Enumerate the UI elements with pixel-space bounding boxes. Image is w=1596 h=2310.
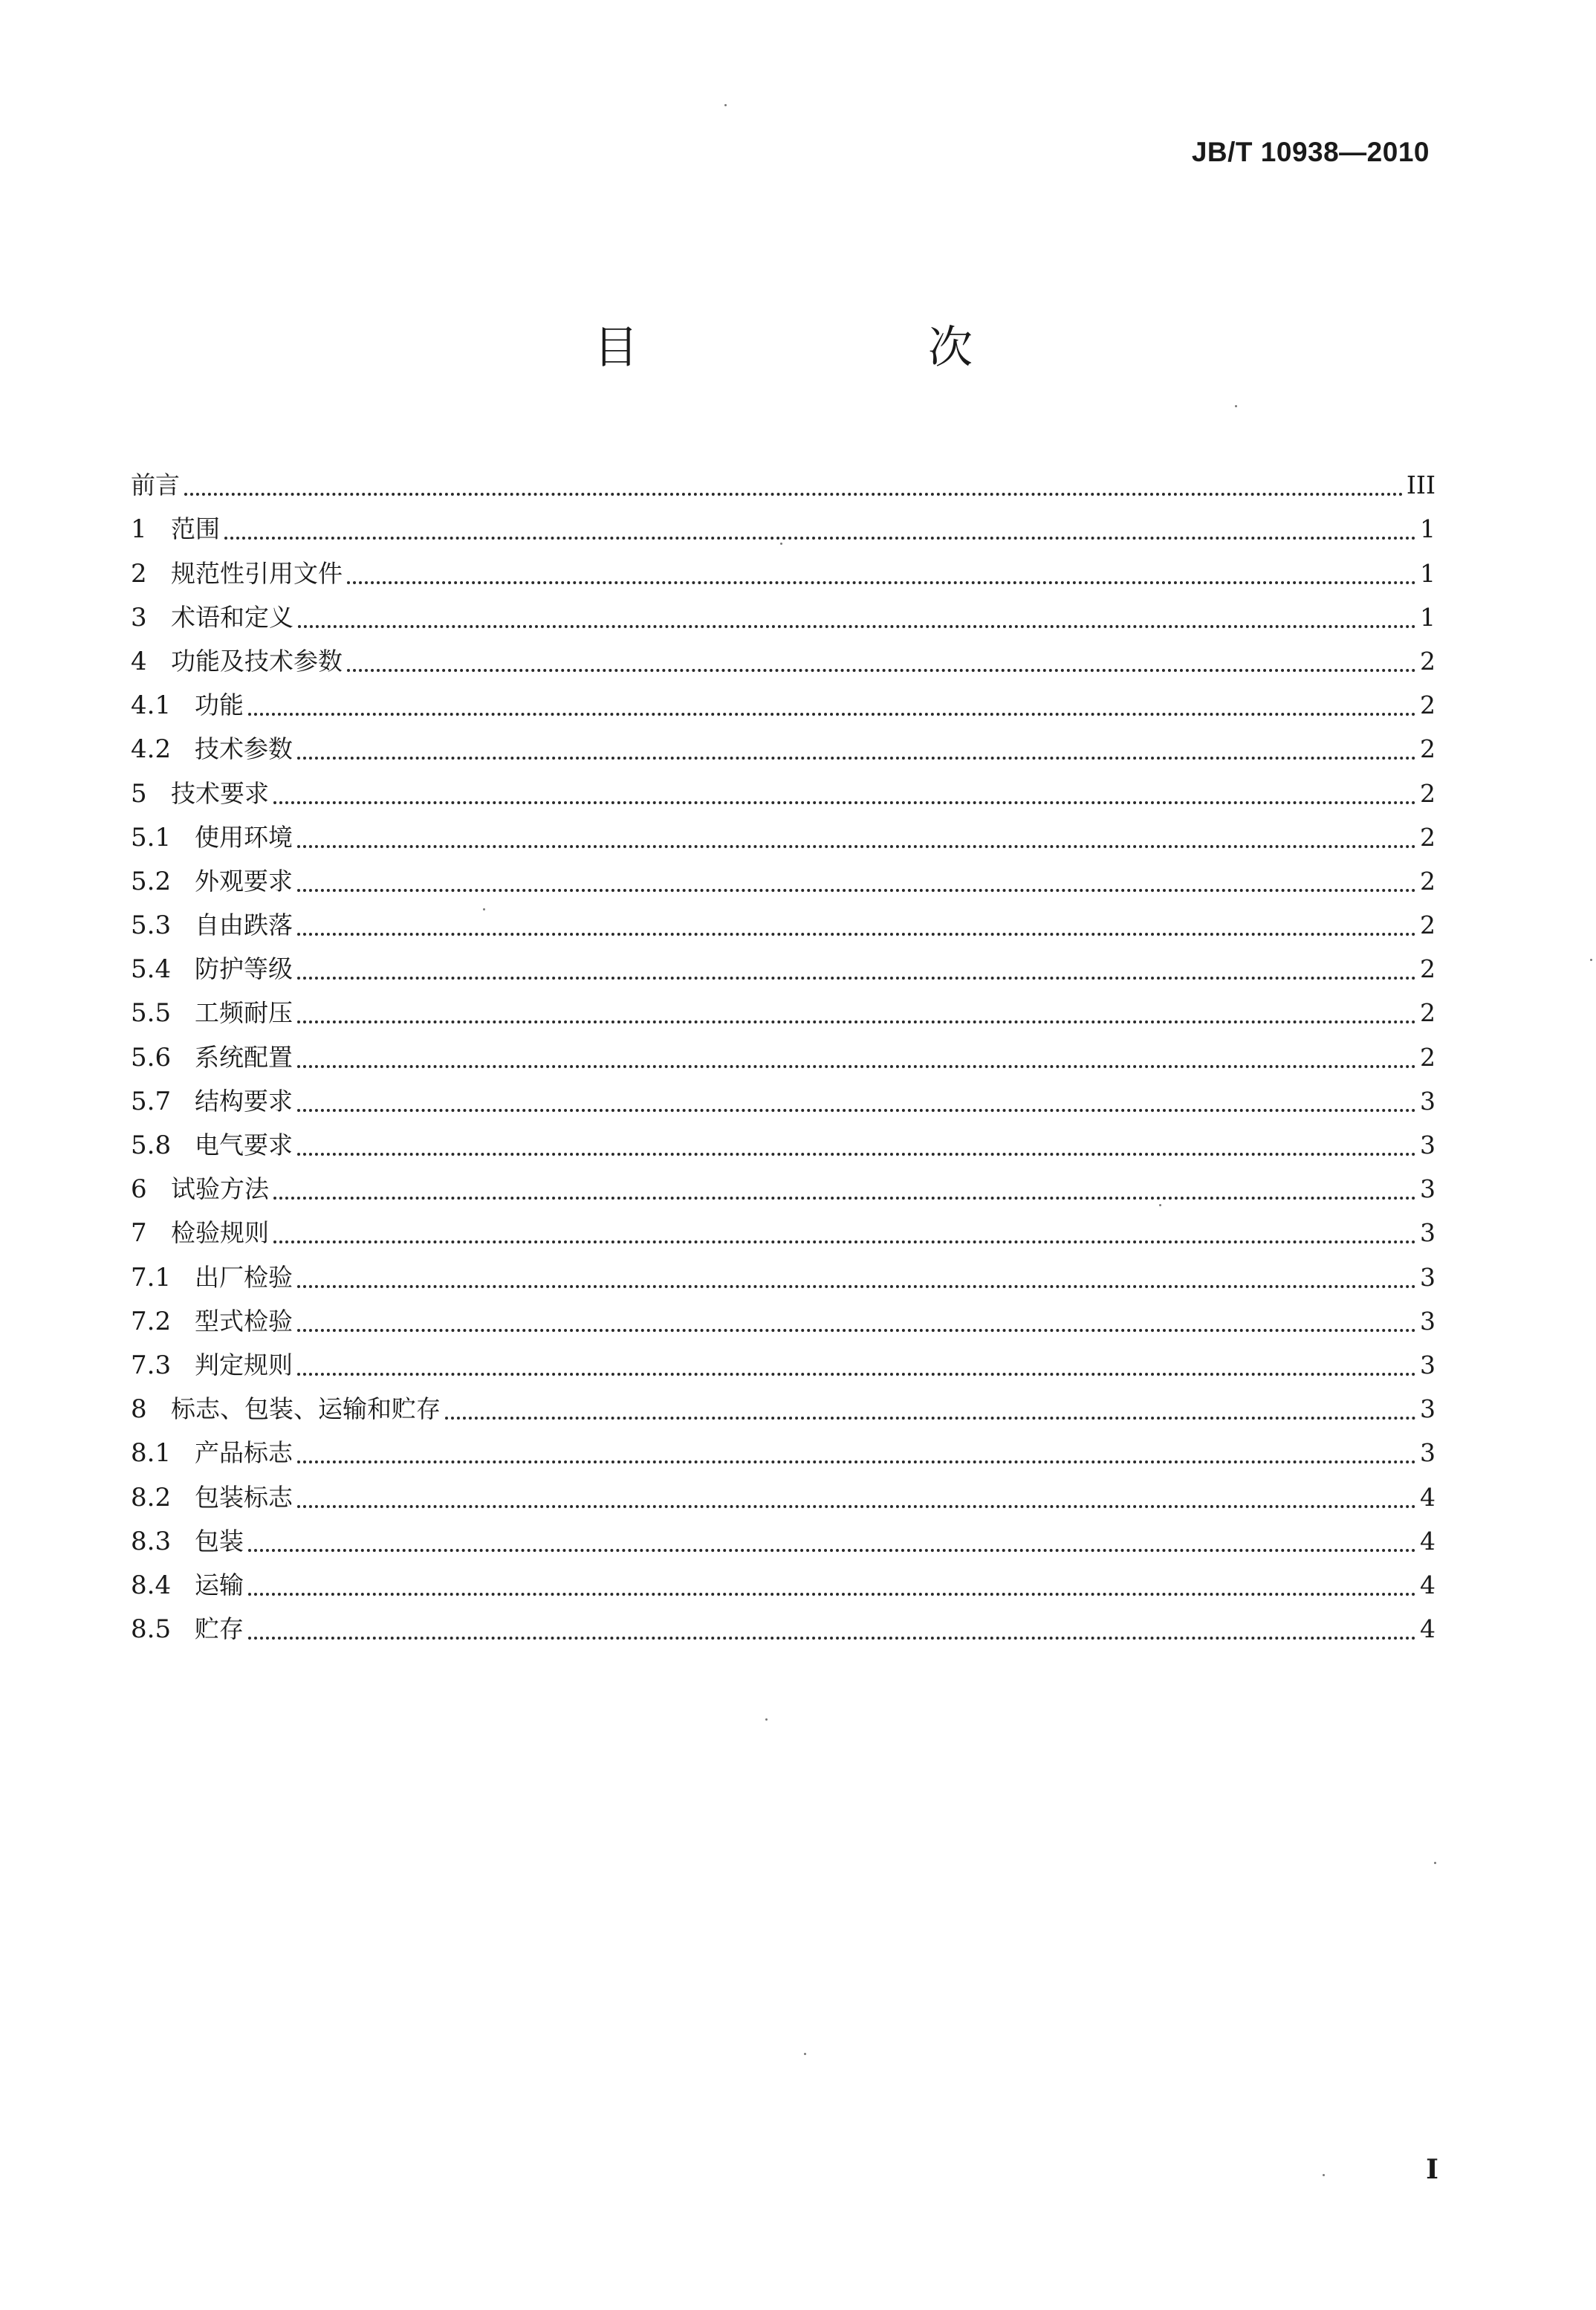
toc-entry-page: 3	[1420, 1394, 1436, 1424]
scan-speck	[1434, 1862, 1436, 1864]
toc-entry-page: 4	[1420, 1482, 1436, 1512]
toc-entry	[131, 1250, 1436, 1294]
toc-entry-title: 技术参数	[195, 734, 293, 764]
toc-entry-title: 使用环境	[195, 822, 293, 852]
scan-speck	[1159, 1204, 1161, 1206]
toc-entry-page: 2	[1420, 866, 1436, 896]
toc-entry	[131, 1339, 1436, 1382]
toc-entry-number: 5.8	[131, 1130, 172, 1160]
dot-leader	[297, 1460, 1416, 1463]
dot-leader	[297, 933, 1416, 936]
toc-entry	[131, 1426, 1436, 1470]
dot-leader	[184, 493, 1404, 496]
toc-entry-number: 4.2	[131, 734, 172, 765]
toc-entry-page: 3	[1420, 1306, 1436, 1336]
dot-leader	[224, 537, 1416, 540]
dot-leader	[297, 1285, 1416, 1288]
standard-code: JB/T 10938—2010	[1191, 137, 1430, 167]
dot-leader	[347, 581, 1416, 584]
toc-entry-title: 电气要求	[195, 1130, 293, 1159]
toc-entry-page: 3	[1420, 1262, 1436, 1292]
toc-entry-number: 3	[131, 602, 147, 632]
toc-entry-title: 功能	[195, 690, 244, 720]
toc-entry-title: 术语和定义	[171, 602, 293, 632]
toc-entry-number: 5.7	[131, 1086, 172, 1116]
dot-leader	[297, 1505, 1416, 1508]
toc-entry-number: 1	[131, 514, 147, 545]
scan-speck	[724, 104, 727, 106]
toc-entry-page: 3	[1420, 1130, 1436, 1159]
toc-entry-title: 外观要求	[195, 866, 293, 896]
toc-entry	[131, 722, 1436, 766]
dot-leader	[445, 1417, 1416, 1420]
page-number: I	[1426, 2154, 1438, 2185]
dot-leader	[248, 1637, 1416, 1640]
toc-entry-number: 8.2	[131, 1482, 172, 1512]
toc-entry-page: 3	[1420, 1218, 1436, 1248]
toc-entry	[131, 1382, 1436, 1426]
toc-entry	[131, 811, 1436, 855]
toc-entry-title: 包装标志	[195, 1482, 293, 1512]
toc-entry	[131, 1162, 1436, 1206]
toc-entry-title: 结构要求	[195, 1086, 293, 1116]
toc-entry-number: 5.4	[131, 954, 172, 985]
toc-entry	[131, 502, 1436, 546]
toc-entry-page: 1	[1420, 514, 1436, 544]
toc-entry-page: 3	[1420, 1438, 1436, 1468]
toc-entry-title: 范围	[171, 514, 220, 544]
scan-speck	[780, 543, 782, 545]
toc-entry-title: 工频耐压	[195, 998, 293, 1028]
scan-speck	[1323, 2174, 1325, 2176]
toc-entry	[131, 1030, 1436, 1074]
dot-leader	[297, 845, 1416, 848]
toc-entry-title: 检验规则	[171, 1218, 269, 1248]
toc-entry-title: 型式检验	[195, 1306, 293, 1336]
dot-leader	[297, 757, 1416, 760]
toc-entry	[131, 635, 1436, 679]
toc-entry-title: 出厂检验	[195, 1262, 293, 1292]
toc-entry-number: 6	[131, 1174, 147, 1205]
dot-leader	[297, 889, 1416, 892]
toc-entry-page: 2	[1420, 1042, 1436, 1072]
toc-entry	[131, 459, 1436, 502]
scan-speck	[483, 908, 485, 910]
toc-entry-number: 7	[131, 1218, 147, 1249]
toc-entry	[131, 1515, 1436, 1559]
dot-leader	[248, 713, 1416, 716]
toc-entry-page: 3	[1420, 1086, 1436, 1116]
toc-entry-title: 贮存	[195, 1614, 244, 1644]
toc-entry-number: 8.3	[131, 1526, 172, 1556]
toc-entry-number: 8.4	[131, 1570, 172, 1600]
toc-entry-number: 7.2	[131, 1306, 172, 1336]
dot-leader	[298, 625, 1416, 628]
toc-entry	[131, 766, 1436, 810]
toc-entry-title: 自由跌落	[195, 910, 293, 940]
dot-leader	[297, 1153, 1416, 1156]
dot-leader	[297, 977, 1416, 980]
toc-entry-number: 8	[131, 1394, 147, 1425]
dot-leader	[297, 1329, 1416, 1332]
toc-entry	[131, 1559, 1436, 1602]
toc-entry	[131, 1119, 1436, 1162]
toc-entry	[131, 1470, 1436, 1514]
toc-entry-number: 5.2	[131, 866, 172, 896]
toc-entry-page: 2	[1420, 778, 1436, 808]
toc-entry-page: 1	[1420, 558, 1436, 588]
page-title: 目 次	[594, 322, 1039, 374]
toc-entry-number: 2	[131, 558, 147, 589]
toc-entry-title: 防护等级	[195, 954, 293, 984]
toc-entry-page: 4	[1420, 1570, 1436, 1599]
scan-speck	[1235, 405, 1237, 407]
toc-entry	[131, 986, 1436, 1030]
toc-entry-page: 2	[1420, 646, 1436, 676]
toc-entry-title: 功能及技术参数	[171, 646, 343, 676]
toc-entry	[131, 1295, 1436, 1339]
dot-leader	[248, 1593, 1416, 1596]
toc-entry	[131, 591, 1436, 635]
dot-leader	[248, 1549, 1416, 1552]
toc-entry	[131, 1602, 1436, 1646]
toc-entry-page: 2	[1420, 954, 1436, 984]
dot-leader	[297, 1065, 1416, 1068]
toc-entry-page: 2	[1420, 690, 1436, 720]
table-of-contents	[131, 459, 1436, 1646]
toc-entry-number: 4	[131, 646, 147, 676]
dot-leader	[273, 1197, 1416, 1200]
toc-entry-title: 试验方法	[171, 1174, 269, 1204]
toc-entry	[131, 942, 1436, 986]
toc-entry-title: 规范性引用文件	[171, 558, 343, 588]
toc-entry-page: 4	[1420, 1526, 1436, 1556]
dot-leader	[297, 1020, 1416, 1023]
toc-entry-number: 5.3	[131, 910, 172, 941]
toc-entry-number: 5	[131, 778, 147, 809]
toc-entry-title: 运输	[195, 1570, 244, 1599]
toc-entry-page: 4	[1420, 1614, 1436, 1644]
toc-entry-page: 2	[1420, 734, 1436, 764]
toc-entry-title: 判定规则	[195, 1350, 293, 1379]
dot-leader	[297, 1373, 1416, 1376]
toc-entry-page: 2	[1420, 998, 1436, 1028]
scan-speck	[804, 2053, 806, 2055]
toc-entry-title: 技术要求	[171, 778, 269, 808]
toc-entry-title: 包装	[195, 1526, 244, 1556]
toc-entry-title: 前言	[131, 470, 180, 500]
toc-entry	[131, 546, 1436, 590]
toc-entry-number: 4.1	[131, 690, 172, 721]
toc-entry-title: 标志、包装、运输和贮存	[171, 1394, 441, 1424]
dot-leader	[347, 669, 1416, 672]
toc-entry-title: 产品标志	[195, 1438, 293, 1468]
toc-entry-page: 2	[1420, 910, 1436, 940]
toc-entry	[131, 899, 1436, 942]
toc-entry-title: 系统配置	[195, 1042, 293, 1072]
toc-entry-page: 2	[1420, 822, 1436, 852]
toc-entry	[131, 1206, 1436, 1250]
scan-speck	[1590, 959, 1592, 961]
toc-entry	[131, 1075, 1436, 1119]
toc-entry-page: III	[1406, 470, 1436, 500]
toc-entry-number: 5.6	[131, 1042, 172, 1072]
toc-entry-page: 3	[1420, 1350, 1436, 1379]
toc-entry-number: 5.1	[131, 822, 172, 852]
toc-entry	[131, 679, 1436, 722]
toc-entry	[131, 855, 1436, 899]
dot-leader	[273, 1240, 1416, 1243]
dot-leader	[297, 1109, 1416, 1112]
toc-entry-number: 8.1	[131, 1438, 172, 1469]
toc-entry-number: 7.3	[131, 1350, 172, 1380]
toc-entry-number: 7.1	[131, 1262, 172, 1292]
toc-entry-page: 3	[1420, 1174, 1436, 1204]
scan-speck	[765, 1718, 768, 1721]
toc-entry-number: 5.5	[131, 998, 172, 1029]
toc-entry-page: 1	[1420, 602, 1436, 632]
toc-entry-number: 8.5	[131, 1614, 172, 1645]
dot-leader	[273, 801, 1416, 804]
